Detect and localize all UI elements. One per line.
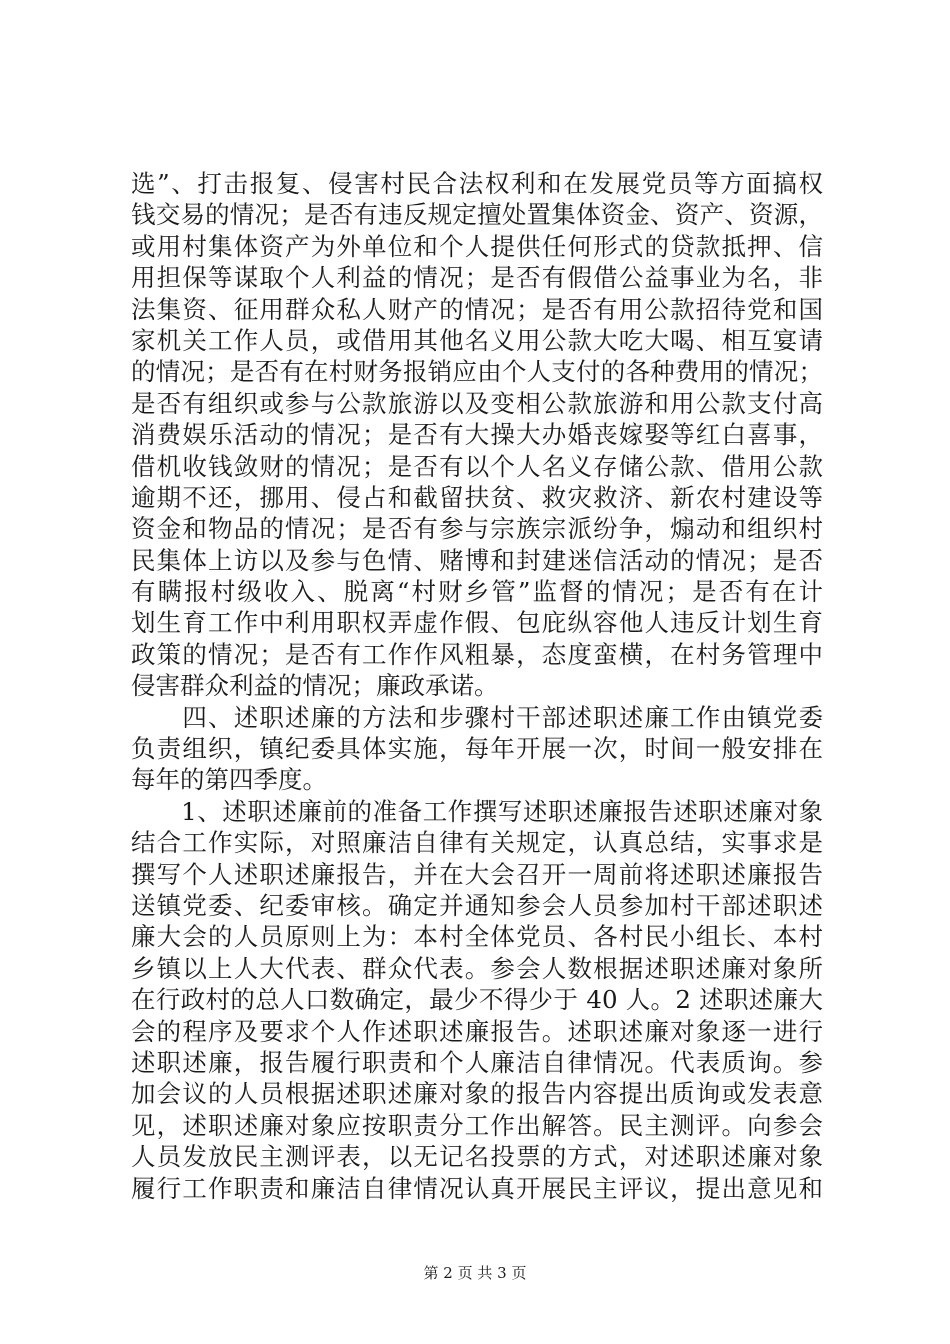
text-line: 民集体上访以及参与色情、赌博和封建迷信活动的情况；是否 <box>131 545 823 575</box>
text-line: 述职述廉，报告履行职责和个人廉洁自律情况。代表质询。参 <box>131 1047 823 1077</box>
text-line: 1、述职述廉前的准备工作撰写述职述廉报告述职述廉对象 <box>131 796 823 826</box>
text-line: 政策的情况；是否有工作作风粗暴，态度蛮横，在村务管理中 <box>131 639 823 669</box>
text-line: 在行政村的总人口数确定，最少不得少于 40 人。2 述职述廉大 <box>131 985 823 1015</box>
text-line: 借机收钱敛财的情况；是否有以个人名义存储公款、借用公款 <box>131 451 823 481</box>
text-line: 四、述职述廉的方法和步骤村干部述职述廉工作由镇党委 <box>131 702 823 732</box>
text-line: 乡镇以上人大代表、群众代表。参会人数根据述职述廉对象所 <box>131 953 823 983</box>
text-line: 会的程序及要求个人作述职述廉报告。述职述廉对象逐一进行 <box>131 1016 823 1046</box>
text-line: 有瞒报村级收入、脱离“村财乡管”监督的情况；是否有在计 <box>131 577 823 607</box>
text-line: 负责组织，镇纪委具体实施，每年开展一次，时间一般安排在 <box>131 734 823 764</box>
text-line: 用担保等谋取个人利益的情况；是否有假借公益事业为名，非 <box>131 263 823 293</box>
text-line: 家机关工作人员，或借用其他名义用公款大吃大喝、相互宴请 <box>131 325 823 355</box>
body-text <box>131 168 823 1204</box>
text-line: 侵害群众利益的情况；廉政承诺。 <box>131 671 499 701</box>
text-line: 或用村集体资产为外单位和个人提供任何形式的贷款抵押、信 <box>131 231 823 261</box>
text-line: 履行工作职责和廉洁自律情况认真开展民主评议，提出意见和 <box>131 1173 823 1203</box>
text-line: 资金和物品的情况；是否有参与宗族宗派纷争，煽动和组织村 <box>131 514 823 544</box>
text-line: 法集资、征用群众私人财产的情况；是否有用公款招待党和国 <box>131 294 823 324</box>
text-line: 消费娱乐活动的情况；是否有大操大办婚丧嫁娶等红白喜事， <box>131 420 823 450</box>
page-footer: 第 2 页 共 3 页 <box>423 1264 527 1282</box>
text-line: 送镇党委、纪委审核。确定并通知参会人员参加村干部述职述 <box>131 890 823 920</box>
text-line: 加会议的人员根据述职述廉对象的报告内容提出质询或发表意 <box>131 1079 823 1109</box>
text-line: 每年的第四季度。 <box>131 765 327 795</box>
text-line: 选”、打击报复、侵害村民合法权利和在发展党员等方面搞权 <box>131 169 823 198</box>
text-line: 是否有组织或参与公款旅游以及变相公款旅游和用公款支付高 <box>131 388 823 418</box>
text-line: 的情况；是否有在村财务报销应由个人支付的各种费用的情况； <box>131 357 823 387</box>
text-line: 见，述职述廉对象应按职责分工作出解答。民主测评。向参会 <box>131 1110 823 1140</box>
text-line: 撰写个人述职述廉报告，并在大会召开一周前将述职述廉报告 <box>131 859 823 889</box>
text-line: 人员发放民主测评表，以无记名投票的方式，对述职述廉对象 <box>131 1142 823 1172</box>
text-line: 逾期不还，挪用、侵占和截留扶贫、救灾救济、新农村建设等 <box>131 482 823 512</box>
text-line: 钱交易的情况；是否有违反规定擅处置集体资金、资产、资源， <box>131 200 823 230</box>
text-line: 划生育工作中利用职权弄虚作假、包庇纵容他人违反计划生育 <box>131 608 823 638</box>
text-line: 廉大会的人员原则上为：本村全体党员、各村民小组长、本村 <box>131 922 823 952</box>
text-line: 结合工作实际，对照廉洁自律有关规定，认真总结，实事求是 <box>131 828 823 858</box>
